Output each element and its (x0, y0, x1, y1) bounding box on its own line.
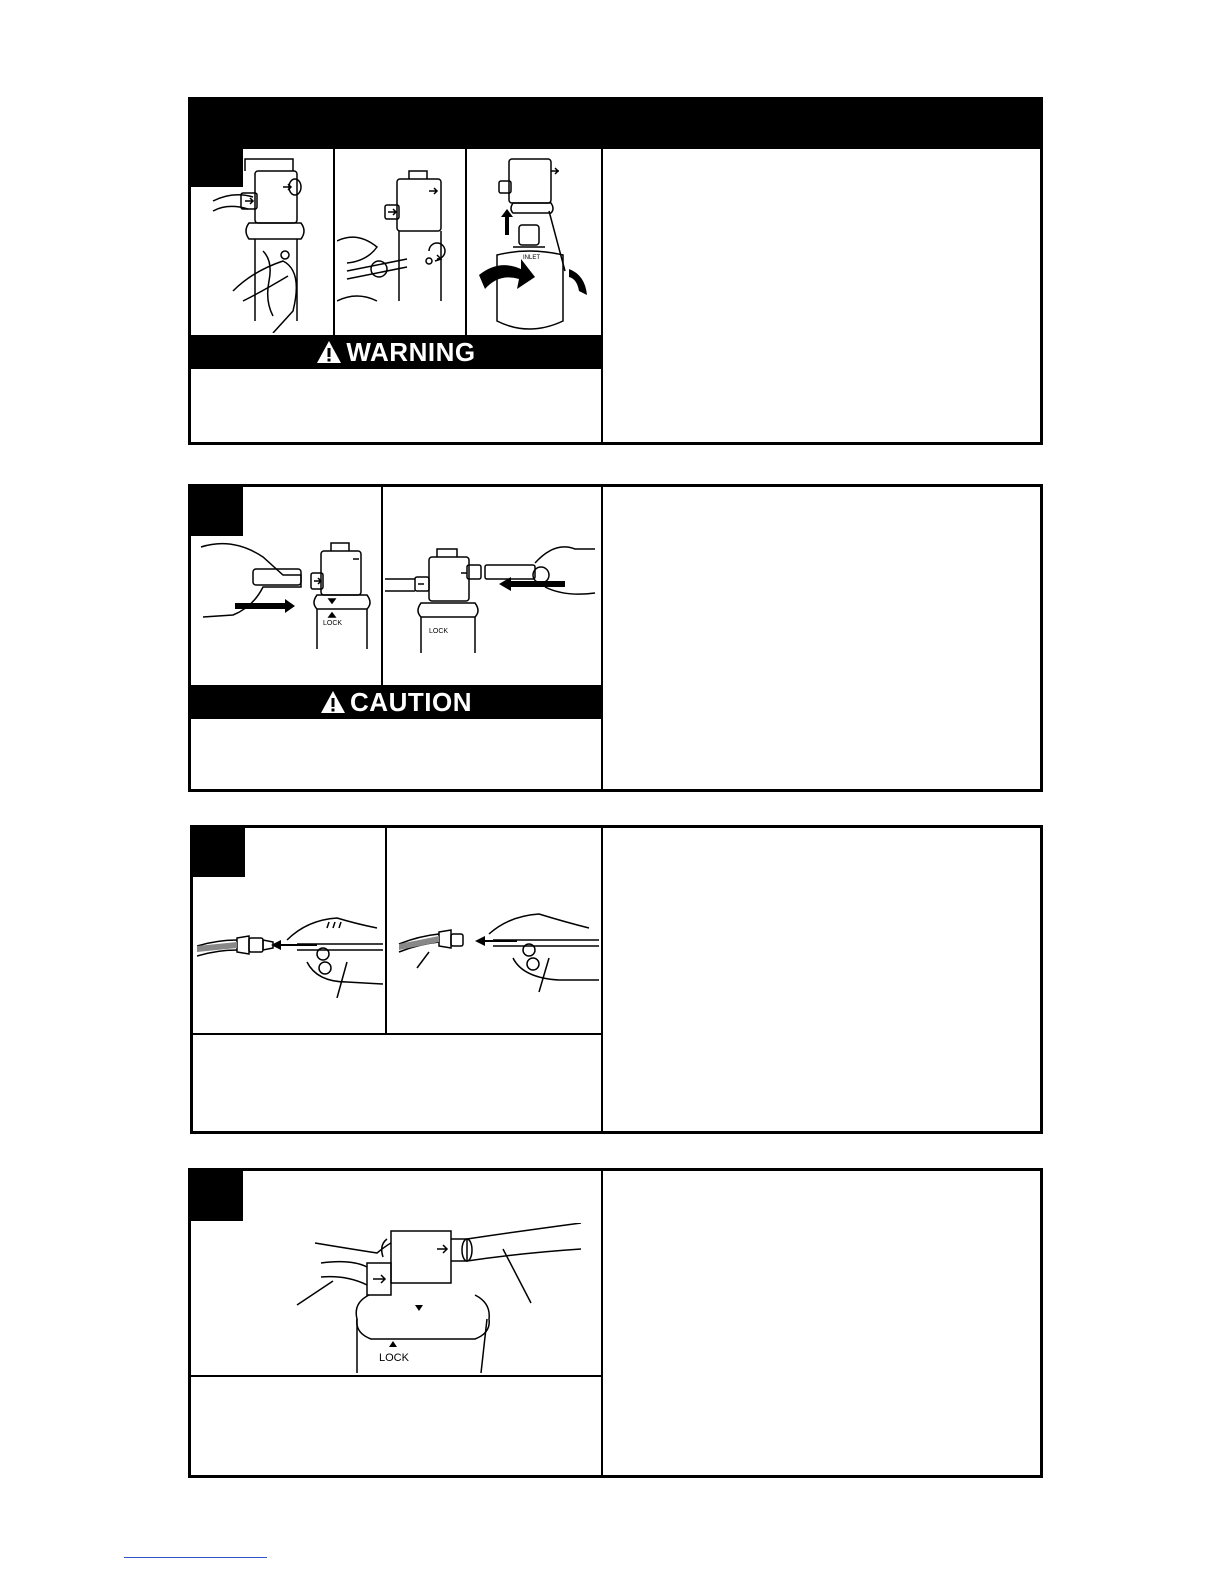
header-bar (188, 97, 1043, 149)
illustration-connect-fitting (197, 888, 383, 998)
step-section-4 (188, 1168, 1043, 1478)
lock-text: LOCK (429, 628, 449, 635)
step-section-1 (188, 146, 1043, 445)
illustration-insert-tube-outlet (385, 537, 599, 685)
warning-triangle-icon (316, 340, 342, 364)
illustration-twist-filter (469, 151, 599, 333)
warning-label (191, 335, 601, 369)
illustration-tubes-installed (291, 1223, 591, 1373)
lock-text: LOCK (323, 620, 343, 627)
caution-label (191, 685, 601, 719)
illustration-remove-cap (193, 151, 331, 333)
caution-label-text: CAUTION (350, 687, 472, 717)
caution-triangle-icon (320, 690, 346, 714)
step-number-box (191, 487, 243, 536)
inlet-text: INLET (523, 255, 541, 261)
step-section-2 (188, 484, 1043, 792)
step-number-box (193, 828, 245, 877)
illustration-connect-fitting-2 (389, 888, 599, 998)
step-number-box (191, 1171, 243, 1221)
lock-text: LOCK (379, 1352, 409, 1364)
warning-label-text: WARNING (346, 337, 476, 367)
footer-underline (124, 1557, 267, 1558)
illustration-insert-tube-inlet (193, 537, 379, 685)
illustration-rotate-plug (337, 151, 463, 333)
step-section-3 (190, 825, 1043, 1134)
